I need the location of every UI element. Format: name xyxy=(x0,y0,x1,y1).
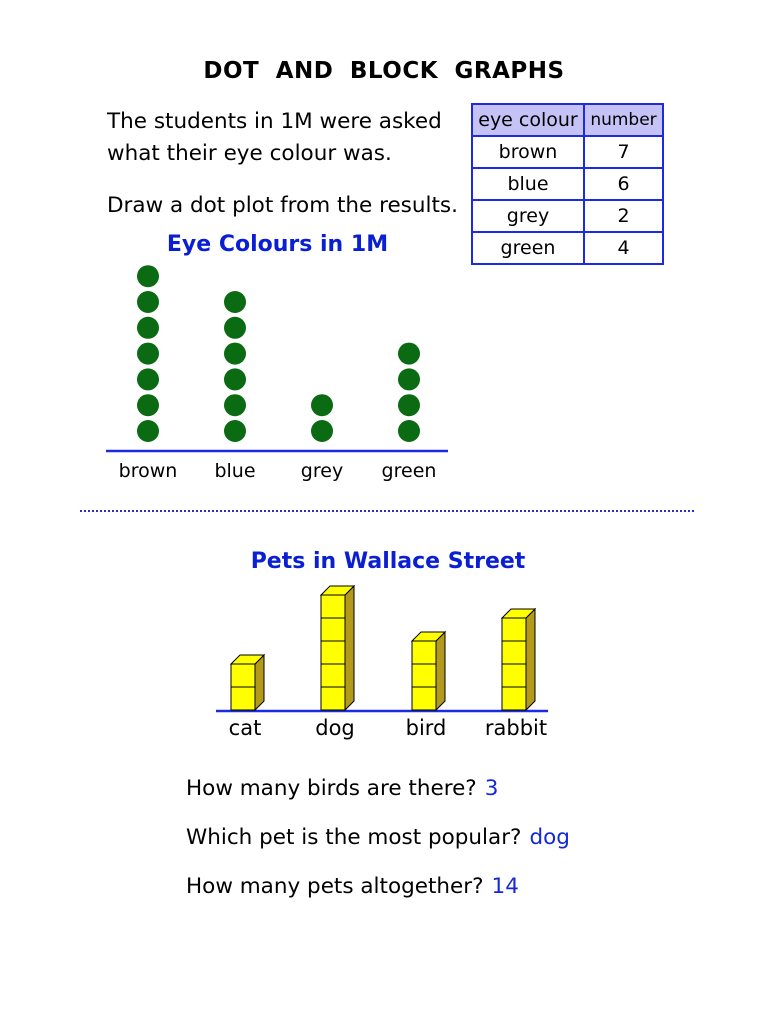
dot-brown xyxy=(137,317,159,339)
table-header-number: number xyxy=(584,104,663,136)
dot-green xyxy=(398,368,420,390)
question-2 xyxy=(186,825,570,850)
intro-line-3: Draw a dot plot from the results. xyxy=(107,193,458,218)
intro-line-2: what their eye colour was. xyxy=(107,141,392,166)
block-bird xyxy=(412,641,436,664)
block-graph-title: Pets in Wallace Street xyxy=(250,549,526,574)
question-2-text: Which pet is the most popular? xyxy=(186,825,522,850)
dot-plot-title: Eye Colours in 1M xyxy=(166,232,389,257)
question-1-answer: 3 xyxy=(484,776,499,801)
block-rabbit xyxy=(502,641,526,664)
section-divider xyxy=(80,510,694,512)
dot-blue xyxy=(224,394,246,416)
dot-brown xyxy=(137,343,159,365)
block-graph xyxy=(0,580,768,750)
block-cat xyxy=(231,664,255,687)
block-side-dog xyxy=(345,586,354,710)
block-graph-label-cat: cat xyxy=(228,716,262,740)
dot-blue xyxy=(224,368,246,390)
table-cell-number: 7 xyxy=(584,136,663,168)
table-cell-number: 4 xyxy=(584,232,663,264)
table-cell-colour: brown xyxy=(472,136,584,168)
block-dog xyxy=(321,664,345,687)
dot-green xyxy=(398,420,420,442)
block-rabbit xyxy=(502,687,526,710)
block-bird xyxy=(412,664,436,687)
dot-plot-label-green: green xyxy=(381,460,437,482)
table-cell-colour: blue xyxy=(472,168,584,200)
block-side-bird xyxy=(436,632,445,710)
dot-grey xyxy=(311,420,333,442)
dot-green xyxy=(398,343,420,365)
block-rabbit xyxy=(502,618,526,641)
dot-plot-label-blue: blue xyxy=(214,460,256,482)
dot-blue xyxy=(224,291,246,313)
page-title: DOT AND BLOCK GRAPHS xyxy=(203,58,565,84)
question-1-text: How many birds are there? xyxy=(186,776,477,801)
dot-blue xyxy=(224,343,246,365)
dot-blue xyxy=(224,317,246,339)
block-graph-label-rabbit: rabbit xyxy=(484,716,548,740)
dot-brown xyxy=(137,420,159,442)
block-bird xyxy=(412,687,436,710)
question-3 xyxy=(186,874,519,899)
question-3-text: How many pets altogether? xyxy=(186,874,484,899)
question-2-answer: dog xyxy=(529,825,570,850)
block-side-rabbit xyxy=(526,609,535,710)
dot-plot-label-brown: brown xyxy=(118,460,178,482)
block-graph-label-dog: dog xyxy=(315,716,355,740)
dot-green xyxy=(398,394,420,416)
block-cat xyxy=(231,687,255,710)
block-graph-label-bird: bird xyxy=(405,716,447,740)
dot-brown xyxy=(137,265,159,287)
question-1 xyxy=(186,776,498,801)
table-cell-number: 6 xyxy=(584,168,663,200)
block-dog xyxy=(321,595,345,618)
dot-plot xyxy=(0,0,768,500)
block-dog xyxy=(321,618,345,641)
question-3-answer: 14 xyxy=(491,874,519,899)
table-header-eye-colour: eye colour xyxy=(472,104,584,136)
dot-plot-label-grey: grey xyxy=(300,460,344,482)
dot-grey xyxy=(311,394,333,416)
block-dog xyxy=(321,687,345,710)
dot-blue xyxy=(224,420,246,442)
block-dog xyxy=(321,641,345,664)
table-cell-number: 2 xyxy=(584,200,663,232)
dot-brown xyxy=(137,291,159,313)
dot-brown xyxy=(137,394,159,416)
dot-brown xyxy=(137,368,159,390)
table-cell-colour: grey xyxy=(472,200,584,232)
intro-line-1: The students in 1M were asked xyxy=(107,109,442,134)
block-rabbit xyxy=(502,664,526,687)
table-cell-colour: green xyxy=(472,232,584,264)
